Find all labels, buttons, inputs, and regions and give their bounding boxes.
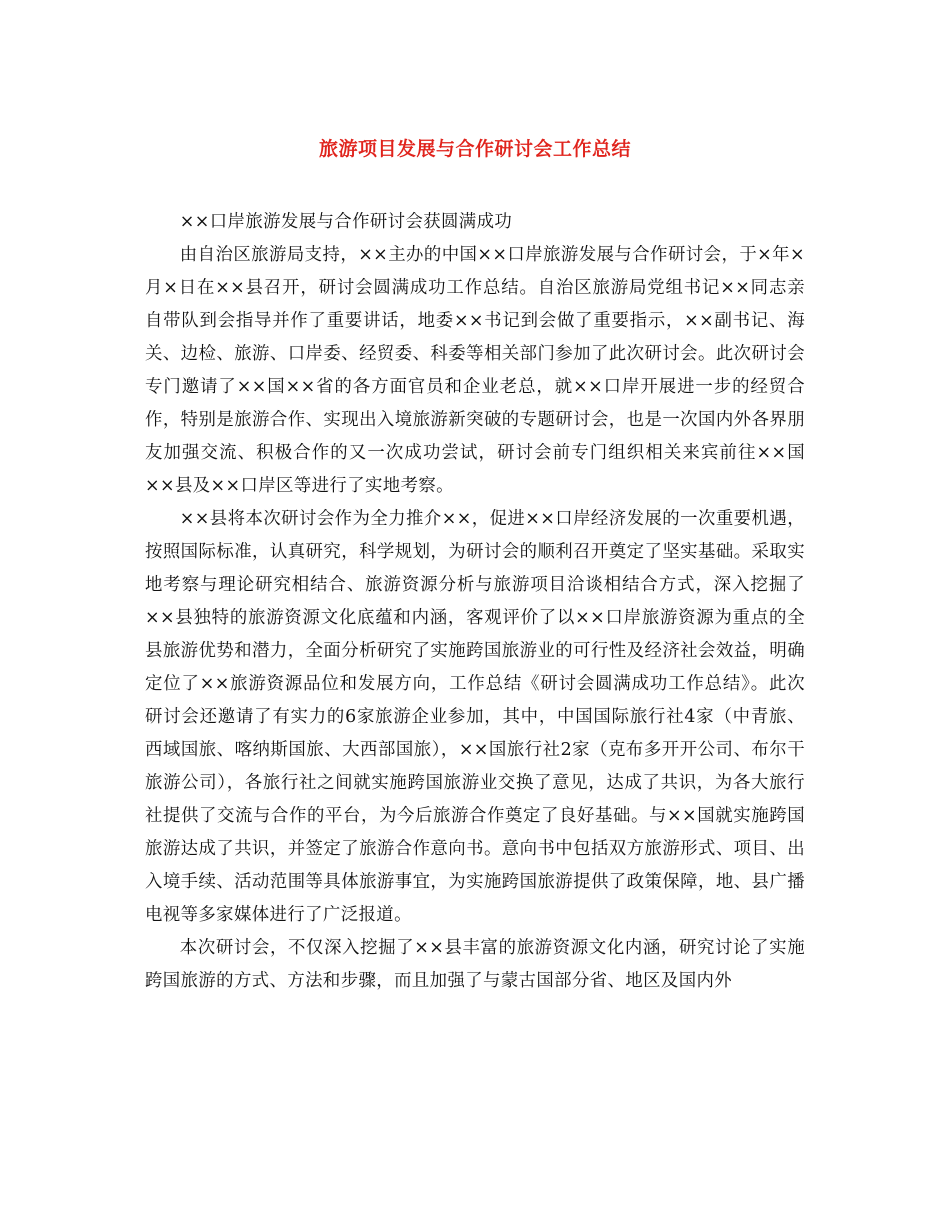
body-paragraph: ××县将本次研讨会作为全力推介××，促进××口岸经济发展的一次重要机遇，按照国际标准，认真研究，科学规划，为研讨会的顺利召开奠定了坚实基础。采取实地考察与理论研究相结合、旅游资源分析与旅游项目洽谈相结合方式，深入挖掘了××县独特的旅游资源文化底蕴和内涵，客观评价了以××口岸旅游资源为重点的全县旅游优势和潜力，全面分析研究了实施跨国旅游业的可行性及经济社会效益，明确定位了××旅游资源品位和发展方向，工作总结《研讨会圆满成功工作总结》。此次研讨会还邀请了有实力的6家旅游企业参加，其中，中国国际旅行社4家（中青旅、西域国旅、喀纳斯国旅、大西部国旅），××国旅行社2家（克布多开开公司、布尔干旅游公司），各旅行社之间就实施跨国旅游业交换了意见，达成了共识，为各大旅行社提供了交流与合作的平台，为今后旅游合作奠定了良好基础。与××国就实施跨国旅游达成了共识，并签定了旅游合作意向书。意向书中包括双方旅游形式、项目、出入境手续、活动范围等具体旅游事宜，为实施跨国旅游提供了政策保障，地、县广播电视等多家媒体进行了广泛报道。 <box>145 509 805 925</box>
body-paragraph: 由自治区旅游局支持，××主办的中国××口岸旅游发展与合作研讨会，于×年×月×日在××县召开，研讨会圆满成功工作总结。自治区旅游局党组书记××同志亲自带队到会指导并作了重要讲话，地委××书记到会做了重要指示，××副书记、海关、边检、旅游、口岸委、经贸委、科委等相关部门参加了此次研讨会。此次研讨会专门邀请了××国××省的各方面官员和企业老总，就××口岸开展进一步的经贸合作，特别是旅游合作、实现出入境旅游新突破的专题研讨会，也是一次国内外各界朋友加强交流、积极合作的又一次成功尝试，研讨会前专门组织相关来宾前往××国××县及××口岸区等进行了实地考察。 <box>145 245 805 496</box>
document-body <box>145 206 805 998</box>
subheading-paragraph: ××口岸旅游发展与合作研讨会获圆满成功 <box>179 212 513 232</box>
body-paragraph: 本次研讨会，不仅深入挖掘了××县丰富的旅游资源文化内涵，研究讨论了实施跨国旅游的方式、方法和步骤，而且加强了与蒙古国部分省、地区及国内外 <box>145 938 805 991</box>
document-title: 旅游项目发展与合作研讨会工作总结 <box>318 138 631 160</box>
